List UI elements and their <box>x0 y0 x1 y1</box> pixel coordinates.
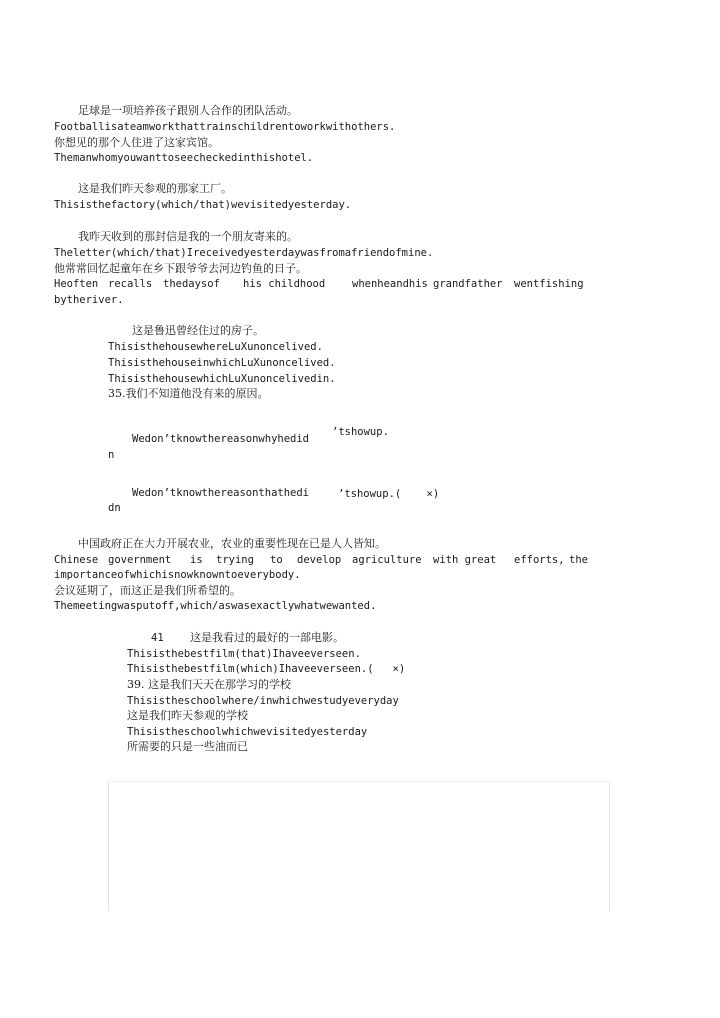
en-fragment: Wedon’tknowthereasonwhyhedid <box>132 433 310 445</box>
en-sentence: Themanwhomyouwanttoseecheckedinthishotel. <box>54 152 314 164</box>
zh-sentence: 这是我看过的最好的一部电影。 <box>190 631 344 644</box>
en-word: thedaysof <box>163 278 220 290</box>
empty-frame <box>108 781 610 911</box>
en-word: is <box>190 554 203 566</box>
zh-sentence: 所需要的只是一些油而已 <box>127 740 248 753</box>
en-word: with great <box>433 554 497 566</box>
en-word: trying <box>216 554 254 566</box>
en-sentence: Footballisateamworkthattrainschildrentoworkwithothers. <box>54 121 396 133</box>
item-number: 41 <box>151 632 164 644</box>
zh-sentence: 这是我们昨天参观的学校 <box>127 709 248 722</box>
zh-sentence: 会议延期了，而这正是我们所希望的。 <box>54 584 241 597</box>
en-word: to <box>270 554 283 566</box>
zh-sentence: 这是我们昨天参观的那家工厂。 <box>78 182 232 195</box>
en-sentence: Thisistheschoolwhere/inwhichwestudyeveryday <box>127 695 399 707</box>
en-sentence: ThisisthehouseinwhichLuXunoncelived. <box>108 357 336 369</box>
zh-sentence: 这是鲁迅曾经住过的房子。 <box>132 324 264 337</box>
en-word: Chinese <box>54 554 99 566</box>
en-sentence: Thisistheschoolwhichwevisitedyesterday <box>127 726 368 738</box>
zh-sentence: 足球是一项培养孩子跟别人合作的团队活动。 <box>78 104 298 117</box>
zh-sentence: 中国政府正在大力开展农业，农业的重要性现在已是人人皆知。 <box>78 537 386 550</box>
en-fragment: n <box>108 449 115 461</box>
en-word: efforts, <box>514 554 565 566</box>
en-word: grandfather <box>433 278 503 290</box>
en-word: agriculture <box>352 554 422 566</box>
en-sentence: ThisisthehousewhereLuXunoncelived. <box>108 341 323 353</box>
zh-sentence: 35.我们不知道他没有来的原因。 <box>108 387 269 400</box>
en-word: Heoften <box>54 278 99 290</box>
en-word: his childhood <box>243 278 326 290</box>
en-sentence: Theletter(which/that)Ireceivedyesterdaywasfromafriendofmine. <box>54 247 434 259</box>
en-sentence: Thisisthebestfilm(that)Ihaveeverseen. <box>127 648 361 660</box>
en-word: government <box>108 554 172 566</box>
en-fragment: dn <box>108 502 121 514</box>
zh-sentence: 39. 这是我们天天在那学习的学校 <box>127 678 291 691</box>
en-sentence: importanceofwhichisnowknowntoeverybody. <box>54 569 301 581</box>
en-word: the <box>569 554 588 566</box>
en-word: whenheandhis <box>352 278 428 290</box>
en-word: recalls <box>108 278 153 290</box>
en-fragment: ’tshowup. <box>332 426 389 438</box>
en-fragment: Wedon’tknowthereasonthathedi <box>132 487 310 499</box>
zh-sentence: 你想见的那个人住进了这家宾馆。 <box>54 136 219 149</box>
zh-sentence: 他常常回忆起童年在乡下跟爷爷去河边钓鱼的日子。 <box>54 262 307 275</box>
en-sentence: bytheriver. <box>54 294 124 306</box>
en-sentence: Thisisthefactory(which/that)wevisitedyesterday. <box>54 199 352 211</box>
en-sentence: Thisisthebestfilm(which)Ihaveeverseen.( ×) <box>127 663 406 675</box>
en-sentence: Themeetingwasputoff,which/aswasexactlywhatwewanted. <box>54 600 377 612</box>
en-word: wentfishing <box>514 278 584 290</box>
en-fragment: ’tshowup.( ×) <box>338 488 440 500</box>
en-word: develop <box>297 554 342 566</box>
en-sentence: ThisisthehousewhichLuXunoncelivedin. <box>108 373 336 385</box>
zh-sentence: 我昨天收到的那封信是我的一个朋友寄来的。 <box>78 230 298 243</box>
